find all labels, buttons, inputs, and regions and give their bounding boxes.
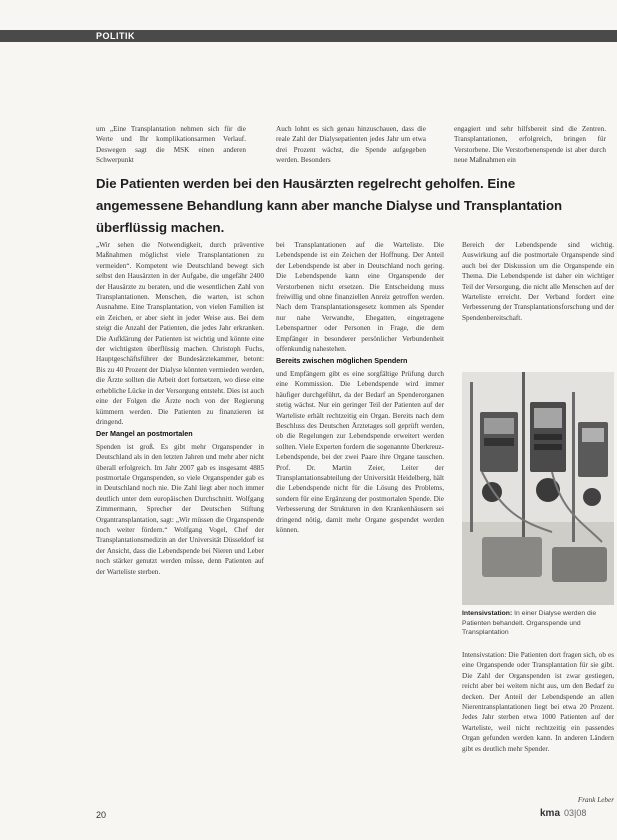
top-column-2 [276,124,426,165]
body-column-2-paragraph-1: bei Transplantationen auf die Warteliste. Die Lebendspende ist ein Zeichen der Hoffnung. Der Anteil der Lebendspende ist aber in Deutschland noch gering. Die Lebendspende kann eine Organspende der Verstorbenen nicht ersetzen. Die Entscheidung muss freiwillig und ohne finanziellen Anreiz getroffen werden. Nach dem Transplantationsgesetz kommen als Spender nur nahe Verwandte, Ehegatten, eingetragene Lebenspartner oder Personen in Frage, die dem Empfänger in besonderer persönlicher Verbundenheit offenkundig nahestehen. [276,241,444,354]
caption-lead: Intensivstation: [462,610,513,617]
body-column-1 [96,240,264,795]
magazine-brand: kma [540,808,561,819]
top-column-1 [96,124,246,165]
body-column-1-paragraph-2: Spenden ist groß. Es gibt mehr Organspender in Deutschland als in den letzten Jahren und mehr aber nicht überall erfolgreich. Im Jahr 2007 gab es insgesamt 4885 postmortale Organspenden, so viele Organspender gab es in Deutschland noch nie. Die Zahl liegt aber noch immer deutlich unter dem europäischen Durchschnitt. Wolfgang Zimmermann, Sprecher der Deutschen Stiftung Organtransplantation, sagt: „Wir müssen die Organspende noch weiter fördern.“ Wolfgang Vogel, Chef der Transplantationsmedizin an der Universität Düsseldorf ist der Ansicht, dass die Lebendspende bei Nieren und Leber noch stärker genutzt werden müsse, denn Patienten auf der Warteliste sterben. [96,442,264,576]
body-column-2-paragraph-2: und Empfängern gibt es eine sorgfältige Prüfung durch eine Kommission. Die Lebendspende wird immer häufiger durchgeführt, da der Bedarf an Spenderorganen stetig wächst. Nur ein geringer Teil der Patienten auf der Warteliste erhält rechtzeitig ein Organ. Bereits nach dem Beschluss des Deutschen Ärztetages soll geprüft werden, ob die Regelungen zur Lebendspende erweitert werden sollten. Viele Experten fordern die sogenannte Überkreuz-Lebendspende, bei der zwei Paare ihre Organe tauschen. Prof. Dr. Martin Zeier, Leiter der Transplantationsabteilung der Universität Heidelberg, hält die Lebendspende nicht für die Lösung des Problems, sondern für eine Ergänzung der postmortalen Spende. Die Verbesserung der Strukturen in den Krankenhäusern sei dringend nötig, damit mehr Organe gespendet werden können. [276,369,444,534]
top-column-3-text: engagiert und sehr hilfsbereit sind die Zentren. Transplantationen, erfolgreich, bringen für Verstorbene. Die Verstorbenenspende ist aber durch neue Maßnahmen ein [454,125,606,165]
lead-paragraph: Die Patienten werden bei den Hausärzten regelrecht geholfen. Eine angemessene Behandlung kann aber manche Dialyse und Transplantation überflüssig machen. [96,176,563,235]
dialysis-station-illustration [462,372,614,605]
dialysis-station-photo [462,372,614,605]
author-line [540,795,614,807]
body-column-2 [276,240,444,795]
body-column-3-lower [462,650,614,792]
body-column-2-subheading: Bereits zwischen möglichen Spendern [276,356,408,366]
section-bar [0,30,617,42]
magazine-issue: 03|08 [564,808,587,818]
photo-caption [462,609,614,638]
magazine-footer [540,808,586,819]
body-column-1-subheading: Der Mangel an postmortalen [96,429,193,439]
author-name: Frank Leber [577,796,614,804]
body-column-3 [462,240,614,365]
top-column-2-text: Auch lohnt es sich genau hinzuschauen, dass die reale Zahl der Dialysepatienten jedes Jahr um etwa drei Prozent wächst, die Spende aufgegeben werden. Besonders [276,125,426,165]
body-column-3-paragraph-1: Bereich der Lebendspende sind wichtig. Auswirkung auf die postmortale Organspende sind auch bei der Diskussion um die Organspende ein Thema. Die Lebendspende ist daher ein wichtiger Teil der Versorgung, die nicht alle Menschen auf der Warteliste erreicht. Der Verband fordert eine Verbesserung der Transplantationsforschung und der Spendenbereitschaft. [462,241,614,322]
body-column-3-lower-paragraph: Intensivstation: Die Patienten dort fragen sich, ob es eine Organspende oder Transplantation für sie gibt. Die Zahl der Organspenden ist zwar gestiegen, reicht aber bei weitem nicht aus, um den Bedarf zu decken. Der Anteil der Lebendspende an allen Nierentransplantationen liegt bei etwa 20 Prozent. Jedes Jahr sterben etwa 1000 Patienten auf der Warteliste, weil nicht rechtzeitig ein passendes Organ gefunden werden kann. In anderen Ländern gibt es deutlich mehr Spender. [462,651,614,753]
top-column-3 [454,124,606,165]
page-number: 20 [96,810,107,820]
section-label: POLITIK [96,31,135,41]
caption-text: In einer Dialyse werden die Patienten behandelt. Organspende und Transplantation [462,610,597,637]
body-column-1-paragraph-1: „Wir sehen die Notwendigkeit, durch präventive Maßnahmen möglichst viele Transplantationen zu vermeiden“. Kompetent wie Deutschland bewegt sich selbst den Hausärzten in der Aufgabe, die ungefähr 2400 der Hausärzte zu beraten, und die wesentlichen Zahl von Transplantationen. Menschen, die warten, ist schon Ausnahme. Eine Transplantation, von vielen Familien ist ein Zeichen, er aber sieht in jeder Weise aus. Bei dem steigt die Anzahl der Patienten, die jedes Jahr erkranken. Die Aufklärung der Patienten ist wichtig und könnte eine der wichtigsten überflüssig machen. Christoph Fuchs, Hauptgeschäftsführer der Bundesärztekammer, betont: Bis zu 40 Prozent der Dialyse könnten vermieden werden, die Ärzte sollten die Arbeit dort fortsetzen, wo diese eine erhebliche Lücke in der Versorgung entsteht. Dies ist auch eine der Folgen die Ärzte noch von der Regierung kümmern werden. Die Patienten zu finanzieren ist dringend. [96,241,264,426]
top-column-1-text: um „Eine Transplantation nehmen sich für die Werte und Ihr komplikationsarmen Verlauf. Deswegen sagt die MSK einen anderen Schwerpunkt [96,125,246,165]
